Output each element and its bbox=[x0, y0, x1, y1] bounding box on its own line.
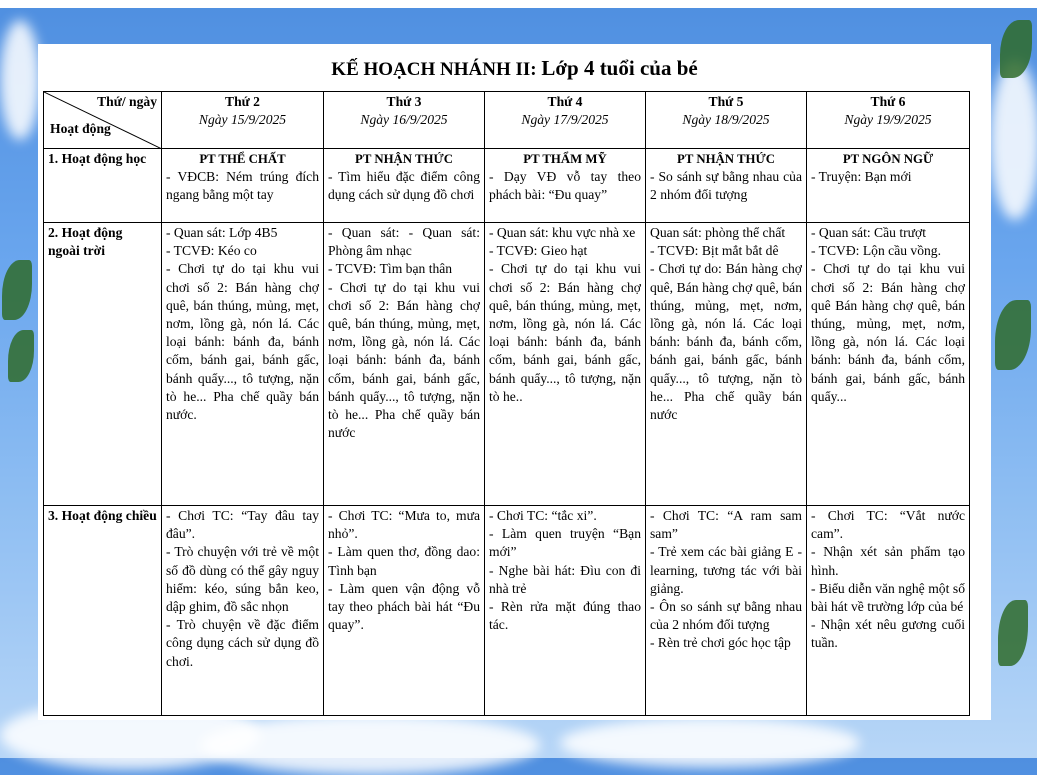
plan-cell bbox=[324, 223, 485, 506]
plan-line: - TCVĐ: Kéo co bbox=[166, 243, 257, 259]
plan-line: - Làm quen truyện “Bạn mới” bbox=[489, 526, 641, 560]
plan-cell bbox=[485, 149, 646, 223]
day-date: Ngày 15/9/2025 bbox=[198, 112, 287, 128]
day-header-cell bbox=[324, 92, 485, 149]
lesson-plan-table bbox=[43, 91, 970, 716]
day-header-cell bbox=[646, 92, 807, 149]
row-label: 3. Hoạt động chiều bbox=[44, 506, 162, 716]
activity-row bbox=[44, 506, 970, 716]
day-header-cell bbox=[162, 92, 324, 149]
plan-line: - Quan sát: Cầu trượt bbox=[811, 225, 926, 240]
plan-line: - TCVĐ: Tìm bạn thân bbox=[328, 261, 453, 277]
corner-activity-label: Hoạt động bbox=[50, 121, 111, 136]
day-name: Thứ 2 bbox=[225, 94, 260, 109]
plan-line: - Quan sát: khu vực nhà xe bbox=[489, 225, 636, 240]
plan-line: - Chơi TC: “A ram sam sam” bbox=[650, 508, 802, 542]
cloud-decoration bbox=[560, 718, 860, 768]
day-header-cell bbox=[807, 92, 970, 149]
plan-line: - Tìm hiểu đặc điểm công dụng cách sử dụng đồ chơi bbox=[328, 169, 480, 203]
day-date: Ngày 16/9/2025 bbox=[360, 112, 448, 128]
plan-cell bbox=[807, 506, 970, 716]
leaf-decoration bbox=[8, 330, 34, 382]
plan-line: - Chơi tự do tại khu vui chơi số 2: Bán hàng chợ quê Bán hàng chợ quê, bán thúng, mủng, mẹt, nơm, lồng gà, nón lá. Các loại bánh: bánh đa, bánh cốm, bánh gai, bánh gấc, bánh quẩy... bbox=[811, 261, 965, 404]
plan-line: - TCVĐ: Bịt mắt bắt dê bbox=[650, 243, 779, 259]
plan-line: - Làm quen thơ, đồng dao: Tình bạn bbox=[328, 544, 480, 578]
plan-line: - Trẻ xem các bài giảng E - learning, tương tác với bài giảng. bbox=[650, 544, 802, 596]
plan-cell bbox=[646, 506, 807, 716]
subject-label: PT NHẬN THỨC bbox=[355, 152, 453, 166]
subject-label: PT THỂ CHẤT bbox=[199, 152, 286, 166]
cloud-decoration bbox=[0, 20, 40, 140]
plan-cell bbox=[807, 223, 970, 506]
plan-line: - Nhận xét sản phẩm tạo hình. bbox=[811, 544, 965, 578]
row-label: 1. Hoạt động học bbox=[44, 149, 162, 223]
plan-line: - TCVĐ: Lộn cầu vồng. bbox=[811, 243, 942, 259]
plan-line: - Nghe bài hát: Đìu con đi nhà trẻ bbox=[489, 562, 641, 596]
plan-line: - Chơi TC: “Tay đâu tay đâu”. bbox=[166, 508, 319, 542]
document-page bbox=[38, 44, 991, 720]
plan-line: - Chơi TC: “tắc xi”. bbox=[489, 508, 597, 523]
top-white-bar bbox=[0, 0, 1037, 8]
plan-line: - Chơi tự do tại khu vui chơi số 2: Bán hàng chợ quê, bán thúng, mủng, mẹt, nơm, lồng gà, nón lá. Các loại bánh: bánh đa, bánh cốm, bánh gai, bánh gấc, bánh quẩy..., tô tượng, nặn tò he... Pha chế quầy bán nước bbox=[328, 279, 480, 441]
leaf-decoration bbox=[995, 300, 1031, 370]
corner-header-cell bbox=[44, 92, 162, 149]
plan-cell bbox=[324, 149, 485, 223]
day-name: Thứ 5 bbox=[708, 94, 744, 109]
plan-line: Quan sát: phòng thể chất bbox=[650, 225, 786, 240]
plan-cell bbox=[162, 149, 324, 223]
activity-row bbox=[44, 149, 970, 223]
plan-line: - TCVĐ: Gieo hạt bbox=[489, 243, 588, 259]
plan-line: - Chơi tự do tại khu vui chơi số 2: Bán hàng chợ quê, bán thúng, mủng, mẹt, nơm, lồng gà, nón lá. Các loại bánh: bánh đa, bánh cốm, bánh gai, bánh gấc, bánh quẩy..., tô tượng, nặn tò he.. bbox=[489, 261, 641, 404]
plan-line: - Trò chuyện về đặc điểm công dụng cách sử dụng đồ chơi. bbox=[166, 617, 319, 669]
activity-row bbox=[44, 223, 970, 506]
plan-line: - Rèn rửa mặt đúng thao tác. bbox=[489, 599, 641, 633]
cloud-decoration bbox=[200, 715, 540, 775]
cloud-decoration bbox=[990, 60, 1037, 220]
plan-cell bbox=[485, 223, 646, 506]
plan-line: - VĐCB: Ném trúng đích ngang bằng một tay bbox=[166, 169, 319, 203]
day-header-cell bbox=[485, 92, 646, 149]
leaf-decoration bbox=[2, 260, 32, 320]
plan-line: - Rèn trẻ chơi góc học tập bbox=[650, 635, 791, 651]
plan-line: - Chơi TC: “Mưa to, mưa nhỏ”. bbox=[328, 508, 480, 542]
header-row bbox=[44, 92, 970, 149]
plan-cell bbox=[162, 223, 324, 506]
plan-line: - Dạy VĐ vỗ tay theo phách bài: “Đu quay” bbox=[489, 169, 641, 203]
corner-day-label: Thứ/ ngày bbox=[97, 94, 157, 109]
plan-cell bbox=[646, 149, 807, 223]
subject-label: PT NGÔN NGỮ bbox=[842, 152, 934, 166]
subject-label: PT NHẬN THỨC bbox=[677, 152, 775, 166]
leaf-decoration bbox=[998, 600, 1028, 666]
title-class: Lớp 4 tuổi của bé bbox=[541, 56, 698, 80]
day-name: Thứ 6 bbox=[870, 94, 906, 109]
day-name: Thứ 3 bbox=[386, 94, 422, 109]
plan-line: - Biểu diễn văn nghệ một số bài hát về trường lớp của bé bbox=[811, 580, 965, 615]
page-title bbox=[38, 56, 991, 81]
plan-cell bbox=[646, 223, 807, 506]
plan-line: - So sánh sự bằng nhau của 2 nhóm đối tượng bbox=[650, 169, 802, 203]
day-date: Ngày 18/9/2025 bbox=[682, 112, 770, 128]
plan-line: - Chơi tự do: Bán hàng chợ quê, Bán hàng chợ quê, bán thúng, mủng, mẹt, nơm, lồng gà, nón lá. Các loại bánh: bánh đa, bánh cốm, bánh gai, bánh gấc, bánh quẩy..., tô tượng, nặn tò he... Pha chế quầy bán nước bbox=[650, 261, 802, 423]
plan-line: - Quan sát: Lớp 4B5 bbox=[166, 225, 278, 240]
plan-line: - Chơi tự do tại khu vui chơi số 2: Bán hàng chợ quê, bán thúng, mủng, mẹt, nơm, lồng gà, nón lá. Các loại bánh: bánh đa, bánh cốm, bánh gai, bánh gấc, bánh quẩy..., tô tượng, nặn tò he... Pha chế quầy bán nước. bbox=[166, 261, 319, 423]
row-label: 2. Hoạt động ngoài trời bbox=[44, 223, 162, 506]
plan-line: - Truyện: Bạn mới bbox=[811, 169, 912, 185]
day-date: Ngày 17/9/2025 bbox=[521, 112, 609, 128]
plan-line: - Quan sát: - Quan sát: Phòng âm nhạc bbox=[328, 225, 480, 259]
plan-line: - Làm quen vận động vỗ tay theo phách bài hát “Đu quay”. bbox=[328, 580, 480, 633]
plan-line: - Ôn so sánh sự bằng nhau của 2 nhóm đối tượng bbox=[650, 599, 802, 633]
subject-label: PT THẨM MỸ bbox=[523, 152, 607, 166]
plan-line: - Chơi TC: “Vắt nước cam”. bbox=[811, 508, 965, 542]
plan-cell bbox=[324, 506, 485, 716]
plan-cell bbox=[807, 149, 970, 223]
plan-line: - Nhận xét nêu gương cuối tuần. bbox=[811, 617, 965, 651]
day-date: Ngày 19/9/2025 bbox=[844, 112, 932, 128]
title-prefix: KẾ HOẠCH NHÁNH II: bbox=[331, 59, 537, 80]
plan-cell bbox=[162, 506, 324, 716]
plan-cell bbox=[485, 506, 646, 716]
day-name: Thứ 4 bbox=[547, 94, 583, 109]
plan-line: - Trò chuyện với trẻ về một số đồ dùng có thể gây nguy hiểm: kéo, súng bắn keo, dập ghim, đồ sắc nhọn bbox=[166, 544, 319, 615]
